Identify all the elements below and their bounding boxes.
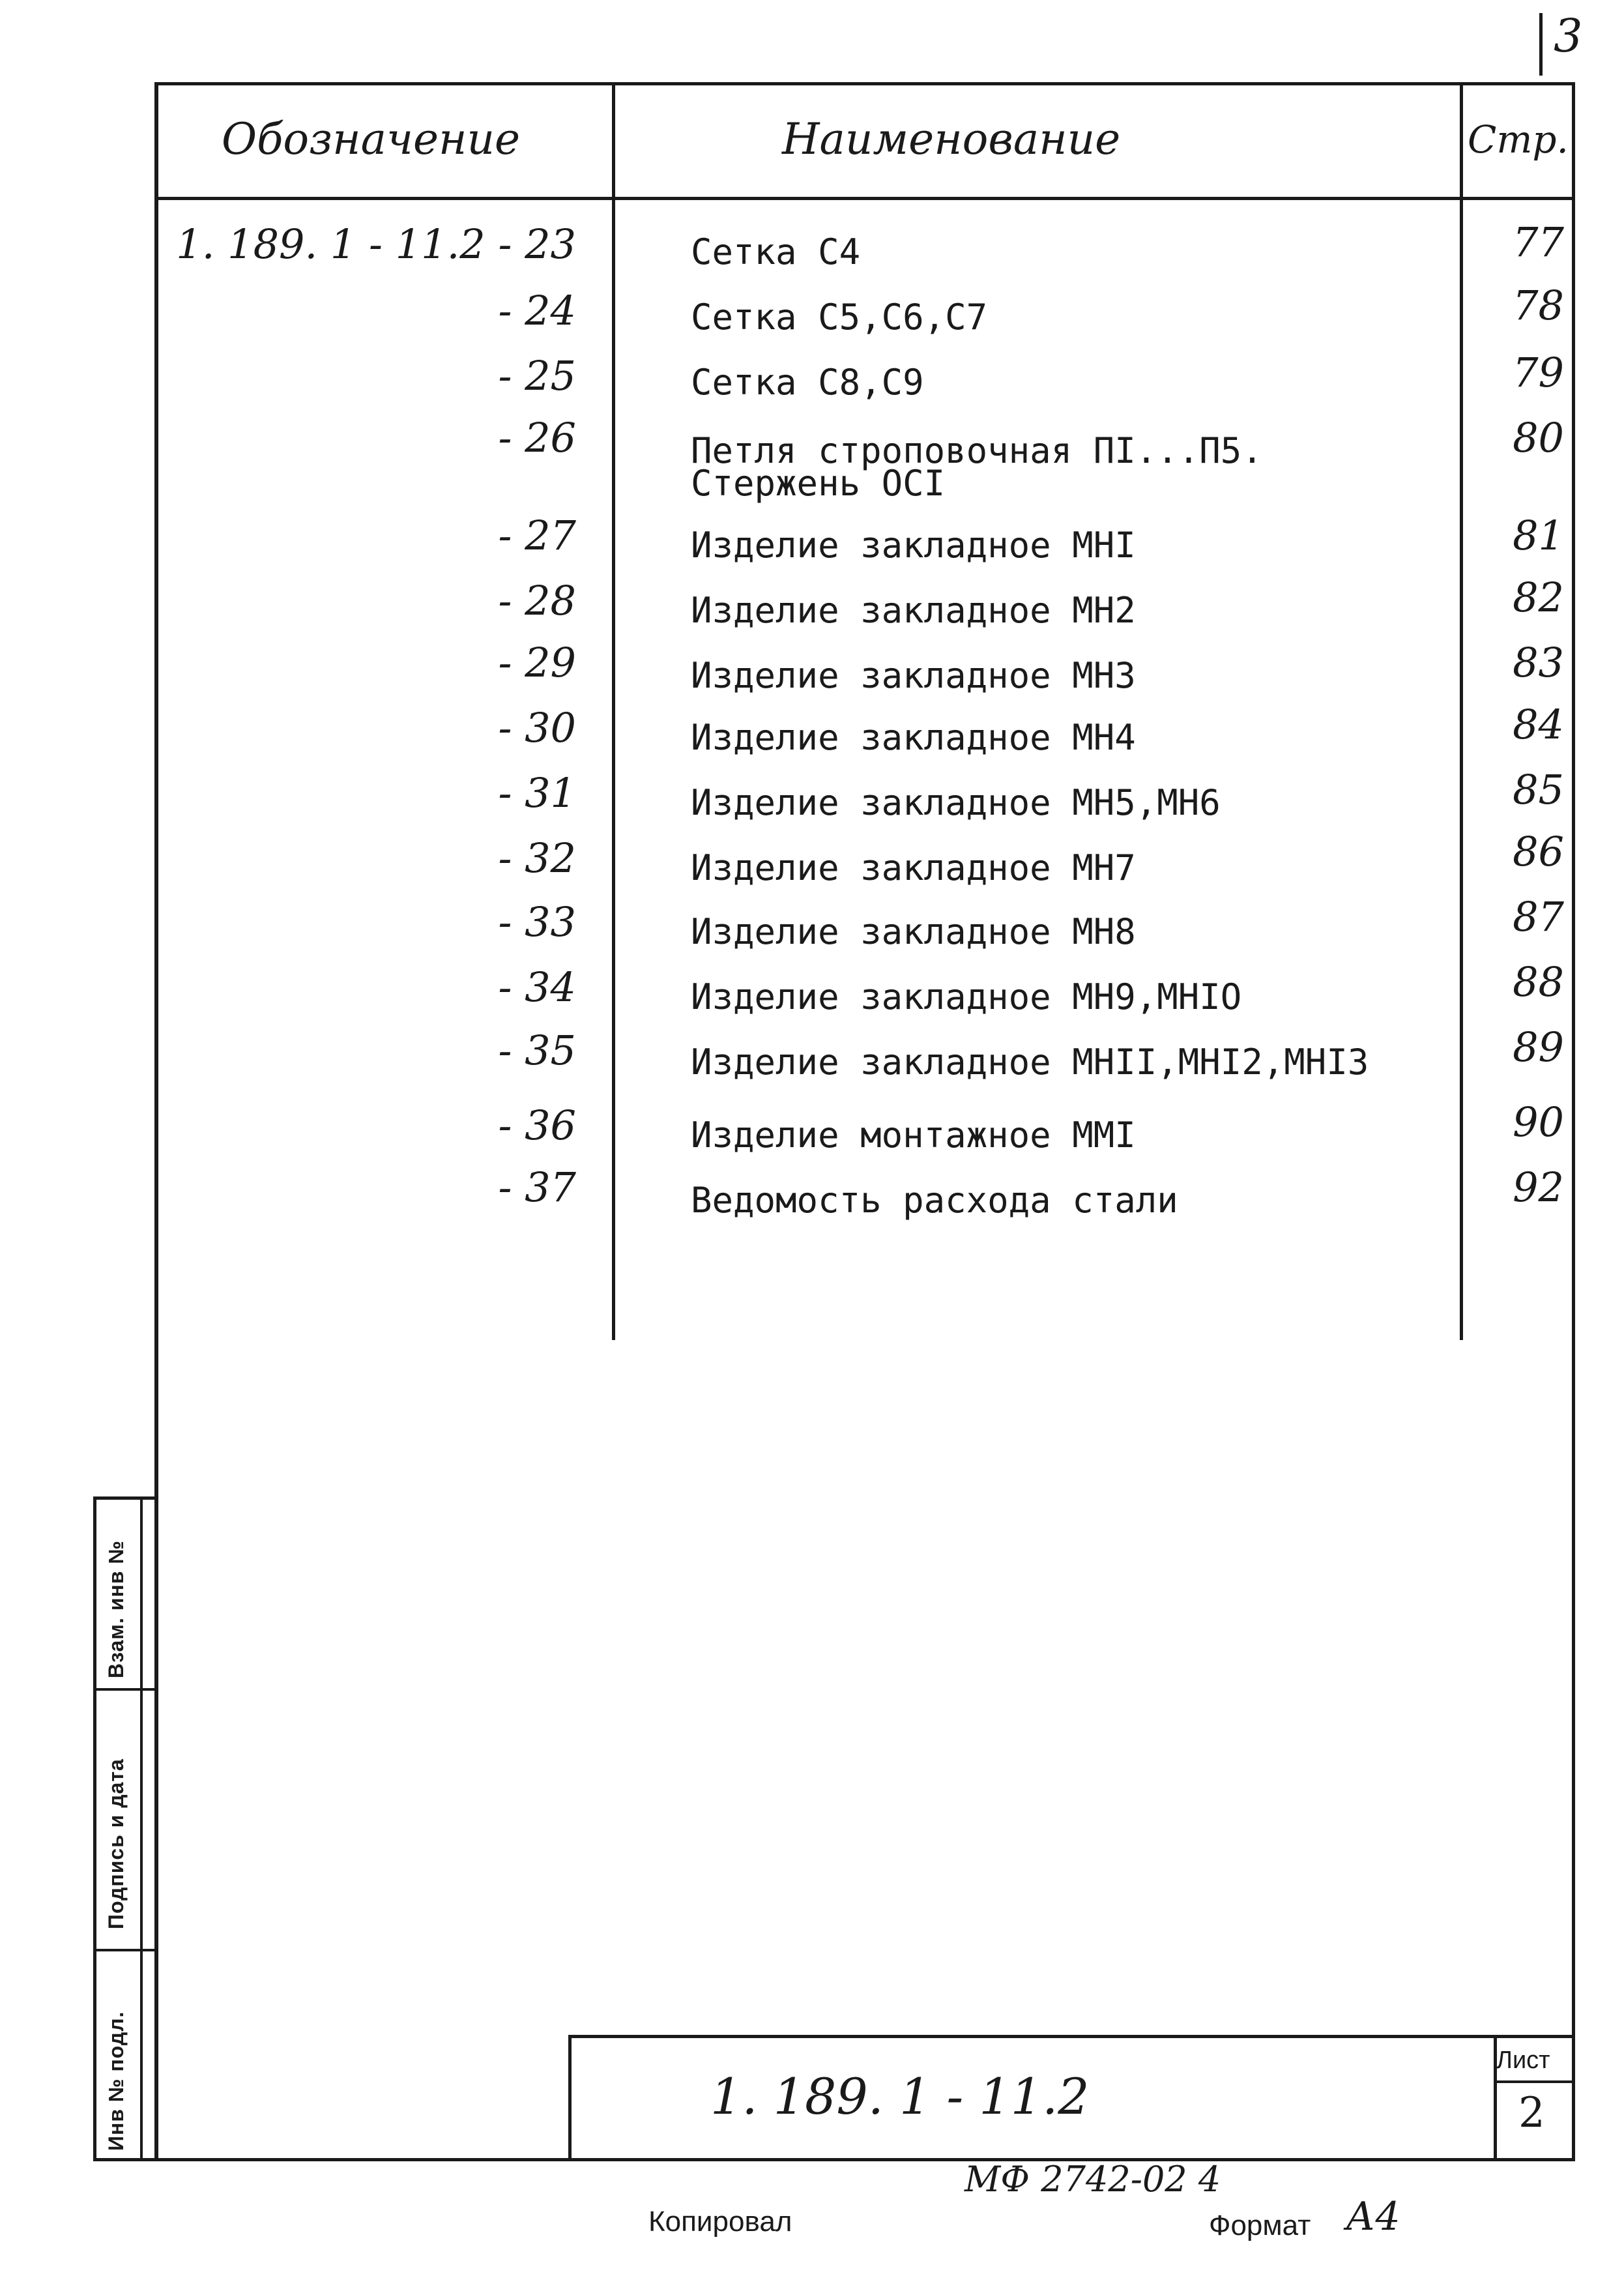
order-number: МФ 2742-02 4 [964, 2159, 1221, 2200]
row-name: Изделие закладное МН8 [691, 911, 1136, 952]
row-name: Изделие закладное МН2 [691, 590, 1136, 631]
row-designation: - 28 [498, 577, 576, 624]
row-name: Ведомость расхода стали [691, 1180, 1178, 1221]
row-page: 81 [1513, 512, 1564, 559]
copied-label: Копировал [648, 2206, 792, 2238]
row-name: Изделие закладное МНI [691, 525, 1136, 566]
row-page: 78 [1513, 282, 1564, 329]
row-designation: - 30 [498, 704, 576, 752]
column-divider-2 [1460, 82, 1463, 1340]
row-name: Изделие закладное МН3 [691, 655, 1136, 696]
side-stamp-row-divider [93, 1688, 154, 1691]
row-page: 82 [1513, 574, 1564, 621]
row-name: Петля строповочная ПI...П5. [691, 430, 1263, 471]
row-name: Сетка С8,С9 [691, 362, 924, 403]
row-designation: 1. 189. 1 - 11.2 - 23 [176, 220, 576, 268]
row-page: 89 [1513, 1023, 1564, 1071]
stamp-inv-original: Инв № подл. [104, 2011, 128, 2151]
row-name: Изделие закладное МН9,МНIO [691, 976, 1242, 1017]
row-page: 80 [1513, 414, 1564, 461]
row-designation: - 34 [498, 963, 576, 1011]
row-page: 86 [1513, 828, 1564, 875]
row-name-line2: Стержень ОСI [691, 463, 946, 504]
row-page: 92 [1513, 1163, 1564, 1211]
document-code: 1. 189. 1 - 11.2 [710, 2067, 1090, 2125]
row-designation: - 31 [498, 769, 576, 817]
row-designation: - 29 [498, 639, 576, 686]
row-name: Сетка С5,С6,С7 [691, 297, 988, 338]
format-value: А4 [1346, 2194, 1400, 2240]
corner-tick [1539, 13, 1543, 76]
column-divider-1 [612, 82, 615, 1340]
title-block-sheet-rule [1494, 2080, 1575, 2083]
side-stamp-row-divider [93, 1949, 154, 1951]
row-page: 88 [1513, 958, 1564, 1006]
row-page: 79 [1513, 349, 1564, 396]
row-name: Изделие монтажное ММI [691, 1115, 1136, 1156]
page-corner-number: 3 [1554, 9, 1583, 63]
row-designation: - 35 [498, 1027, 576, 1074]
header-designation: Обозначение [222, 114, 521, 164]
header-name: Наименование [782, 114, 1121, 164]
row-name: Сетка С4 [691, 231, 861, 272]
header-rule [154, 197, 1575, 200]
row-page: 90 [1513, 1098, 1564, 1146]
row-designation: - 26 [498, 414, 576, 461]
row-page: 85 [1513, 766, 1564, 813]
format-label: Формат [1209, 2210, 1311, 2241]
row-designation: - 25 [498, 352, 576, 400]
row-designation: - 24 [498, 287, 576, 334]
sheet-number: 2 [1518, 2089, 1545, 2137]
header-page: Стр. [1468, 117, 1569, 162]
row-page: 83 [1513, 639, 1564, 686]
stamp-signature-date: Подпись и дата [104, 1758, 128, 1929]
row-name: Изделие закладное МН4 [691, 717, 1136, 758]
row-designation: - 33 [498, 898, 576, 946]
row-designation: - 27 [498, 512, 576, 559]
row-page: 84 [1513, 701, 1564, 748]
side-stamp-inner-divider [140, 1496, 143, 2161]
row-name: Изделие закладное МНII,МНI2,МНI3 [691, 1042, 1369, 1083]
row-page: 77 [1513, 218, 1564, 266]
row-designation: - 32 [498, 834, 576, 882]
row-designation: - 37 [498, 1163, 576, 1211]
sheet-label: Лист [1496, 2047, 1550, 2074]
row-designation: - 36 [498, 1102, 576, 1149]
row-page: 87 [1513, 893, 1564, 941]
stamp-replaced-inv: Взам. инв № [104, 1539, 128, 1678]
row-name: Изделие закладное МН7 [691, 847, 1136, 888]
row-name: Изделие закладное МН5,МН6 [691, 782, 1221, 823]
